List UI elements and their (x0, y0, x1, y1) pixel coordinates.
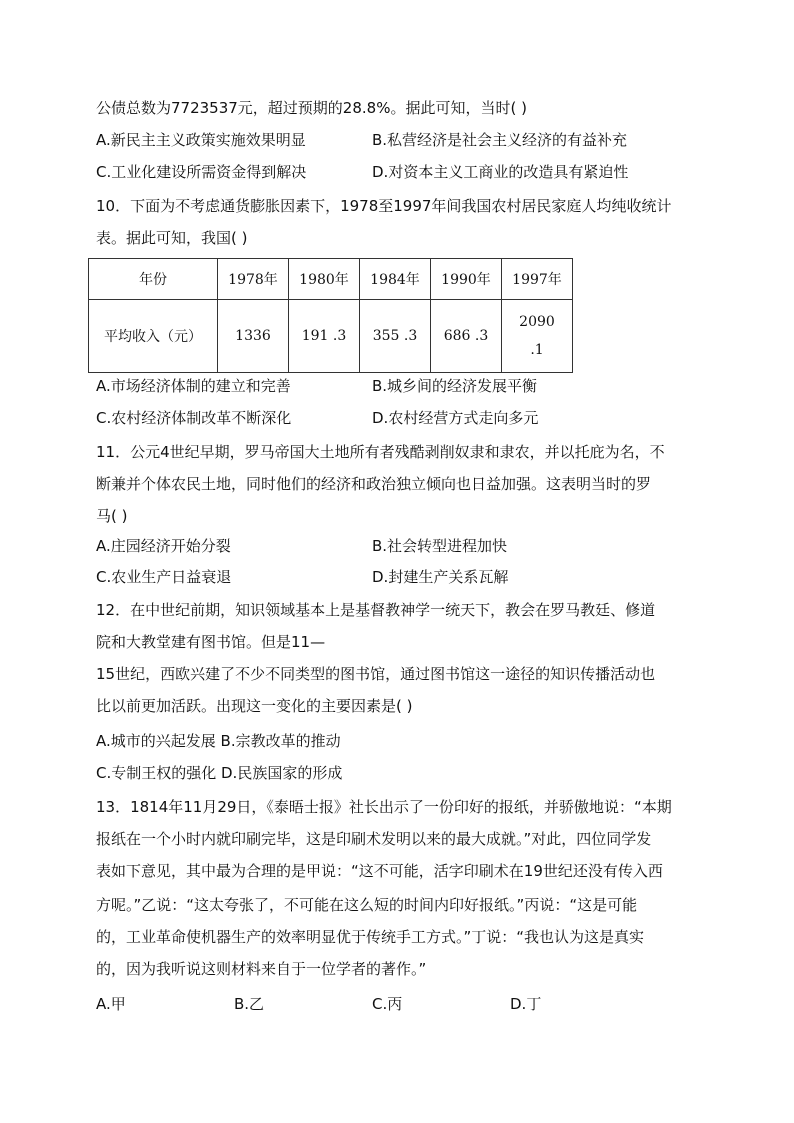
q12-stem-line4: 比以前更加活跃。出现这一变化的主要因素是( ) (96, 697, 413, 715)
q11-stem-line2: 断兼并个体农民土地，同时他们的经济和政治独立倾向也日益加强。这表明当时的罗 (96, 475, 652, 493)
q9-option-b: B.私营经济是社会主义经济的有益补充 (372, 131, 628, 149)
header-1978: 1978年 (218, 259, 289, 300)
q13-stem-line1: 13．1814年11月29日，《泰晤士报》社长出示了一份印好的报纸，并骄傲地说：“本期 (96, 798, 672, 816)
q12-options-line1: A.城市的兴起发展 B.宗教改革的推动 (96, 732, 341, 750)
q10-option-a: A.市场经济体制的建立和完善 (96, 377, 291, 395)
q10-stem-line2: 表。据此可知，我国( ) (96, 229, 248, 247)
table-header-row (89, 259, 573, 300)
q13-option-d: D.丁 (510, 995, 542, 1013)
q12-stem-line1: 12．在中世纪前期，知识领域基本上是基督教神学一统天下，教会在罗马教廷、修道 (96, 601, 656, 619)
q12-stem-line3: 15世纪，西欧兴建了不少不同类型的图书馆，通过图书馆这一途径的知识传播活动也 (96, 665, 656, 683)
value-1997-text (519, 308, 555, 364)
q9-option-c: C.工业化建设所需资金得到解决 (96, 163, 307, 181)
header-year-label: 年份 (89, 259, 218, 300)
q13-stem-line3: 表如下意见，其中最为合理的是甲说：“这不可能，活字印刷术在19世纪还没有传入西 (96, 862, 663, 880)
q9-stem-continued: 公债总数为7723537元，超过预期的28.8%。据此可知，当时( ) (96, 99, 527, 117)
value-1997-line2: .1 (530, 342, 544, 358)
q12-options-line2: C.专制王权的强化 D.民族国家的形成 (96, 764, 343, 782)
q9-option-a: A.新民主主义政策实施效果明显 (96, 131, 306, 149)
value-1997 (502, 300, 573, 373)
header-1997: 1997年 (502, 259, 573, 300)
q13-option-c: C.丙 (372, 995, 403, 1013)
value-1978: 1336 (218, 300, 289, 373)
q11-stem-line1: 11．公元4世纪早期，罗马帝国大土地所有者残酷剥削奴隶和隶农，并以托庇为名，不 (96, 443, 665, 461)
value-1980: 191 .3 (289, 300, 360, 373)
row-income-label: 平均收入（元） (89, 300, 218, 373)
table-row (89, 300, 573, 373)
header-1990: 1990年 (431, 259, 502, 300)
q13-stem-line5: 的，工业革命使机器生产的效率明显优于传统手工方式。”丁说：“我也认为这是真实 (96, 928, 645, 946)
value-1990: 686 .3 (431, 300, 502, 373)
q10-option-b: B.城乡间的经济发展平衡 (372, 377, 538, 395)
q11-option-d: D.封建生产关系瓦解 (372, 568, 509, 586)
q10-option-d: D.农村经营方式走向多元 (372, 409, 539, 427)
q12-stem-line2: 院和大教堂建有图书馆。但是11— (96, 633, 326, 651)
value-1984: 355 .3 (360, 300, 431, 373)
value-1997-line1: 2090 (519, 314, 555, 330)
income-table (88, 258, 573, 373)
q11-stem-line3: 马( ) (96, 507, 128, 525)
q9-option-d: D.对资本主义工商业的改造具有紧迫性 (372, 163, 629, 181)
q11-option-a: A.庄园经济开始分裂 (96, 537, 231, 555)
q10-stem-line1: 10．下面为不考虑通货膨胀因素下，1978至1997年间我国农村居民家庭人均纯收统计 (96, 197, 672, 215)
q11-option-b: B.社会转型进程加快 (372, 537, 508, 555)
q11-option-c: C.农业生产日益衰退 (96, 568, 232, 586)
header-1984: 1984年 (360, 259, 431, 300)
q13-stem-line2: 报纸在一个小时内就印刷完毕，这是印刷术发明以来的最大成就。”对此，四位同学发 (96, 830, 652, 848)
q13-stem-line6: 的，因为我听说这则材料来自于一位学者的著作。” (96, 960, 427, 978)
q13-option-a: A.甲 (96, 995, 126, 1013)
q13-stem-line4: 方呢。”乙说：“这太夸张了，不可能在这么短的时间内印好报纸。”丙说：“这是可能 (96, 896, 638, 914)
header-1980: 1980年 (289, 259, 360, 300)
q10-option-c: C.农村经济体制改革不断深化 (96, 409, 292, 427)
q13-option-b: B.乙 (234, 995, 265, 1013)
